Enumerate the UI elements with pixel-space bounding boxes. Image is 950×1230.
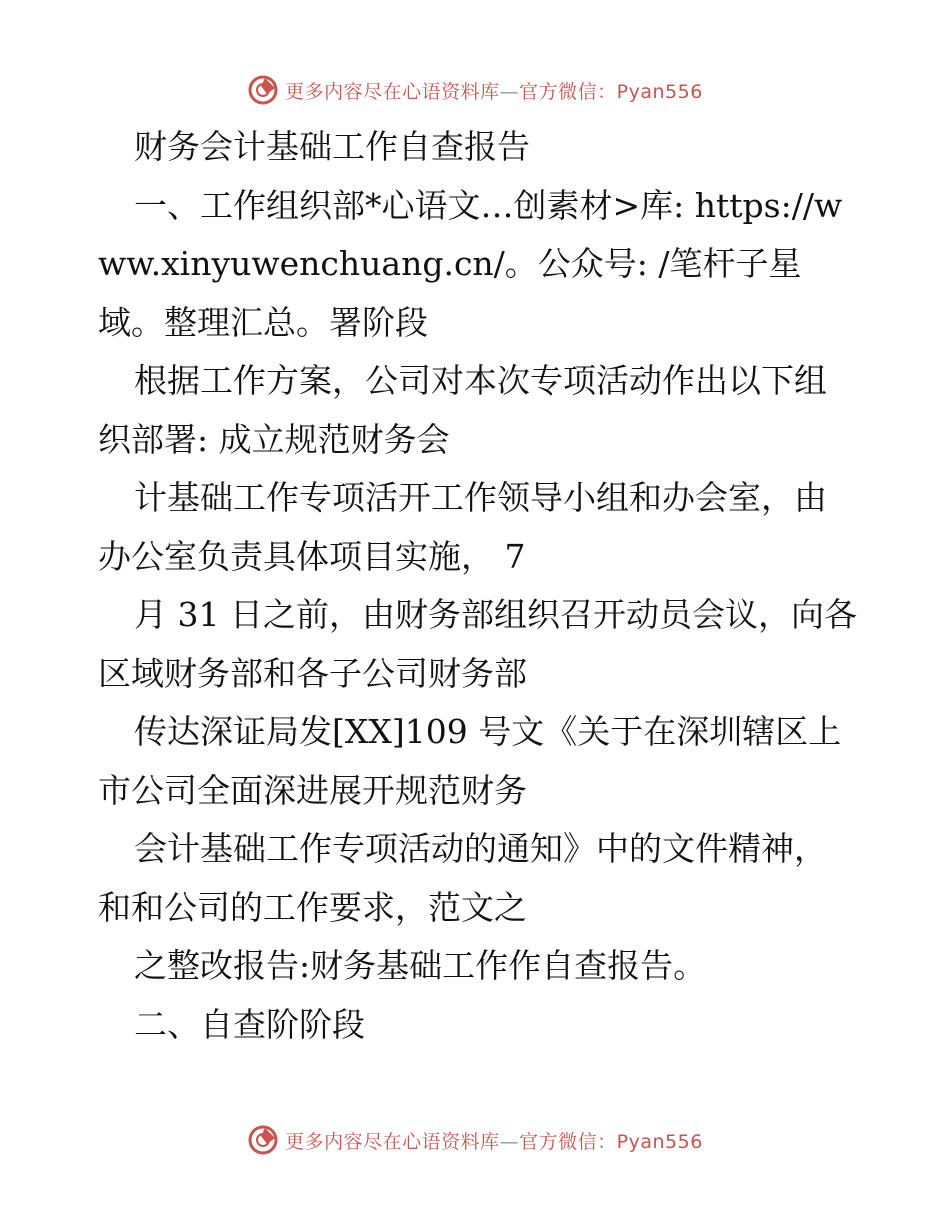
paragraph: 传达深证局发[XX]109 号文《关于在深圳辖区上市公司全面深进展开规范财务 [98, 712, 842, 810]
pen-logo-icon [247, 74, 279, 106]
document-title: 财务会计基础工作自查报告 [134, 127, 530, 166]
paragraph: 根据工作方案，公司对本次专项活动作出以下组织部署: 成立规范财务会 [98, 361, 827, 459]
watermark-separator: — [499, 1130, 520, 1153]
paragraph: 月 31 日之前，由财务部组织召开动员会议，向各区域财务部和各子公司财务部 [98, 595, 857, 693]
watermark-text: 更多内容尽在心语资料库 [285, 1130, 500, 1153]
header-watermark [0, 70, 950, 110]
footer-watermark [0, 1120, 950, 1160]
paragraph: 之整改报告:财务基础工作作自查报告。 [134, 946, 707, 985]
section-heading: 二、自查阶阶段 [134, 1004, 365, 1044]
watermark-contact: 官方微信：Pyan556 [519, 80, 703, 103]
pen-logo-icon [247, 1124, 279, 1156]
document-body [98, 118, 858, 1054]
paragraph: 一、工作组织部*心语文…创素材>库: https://www.xinyuwenchuang.cn/。公众号: /笔杆子星域。整理汇总。署阶段 [98, 185, 843, 342]
watermark-text: 更多内容尽在心语资料库 [285, 80, 500, 103]
paragraph: 计基础工作专项活开工作领导小组和办会室，由办公室负责具体项目实施， 7 [98, 478, 827, 576]
watermark-contact: 官方微信：Pyan556 [519, 1130, 703, 1153]
paragraph: 会计基础工作专项活动的通知》中的文件精神，和和公司的工作要求，范文之 [98, 829, 827, 927]
watermark-separator: — [499, 80, 520, 103]
